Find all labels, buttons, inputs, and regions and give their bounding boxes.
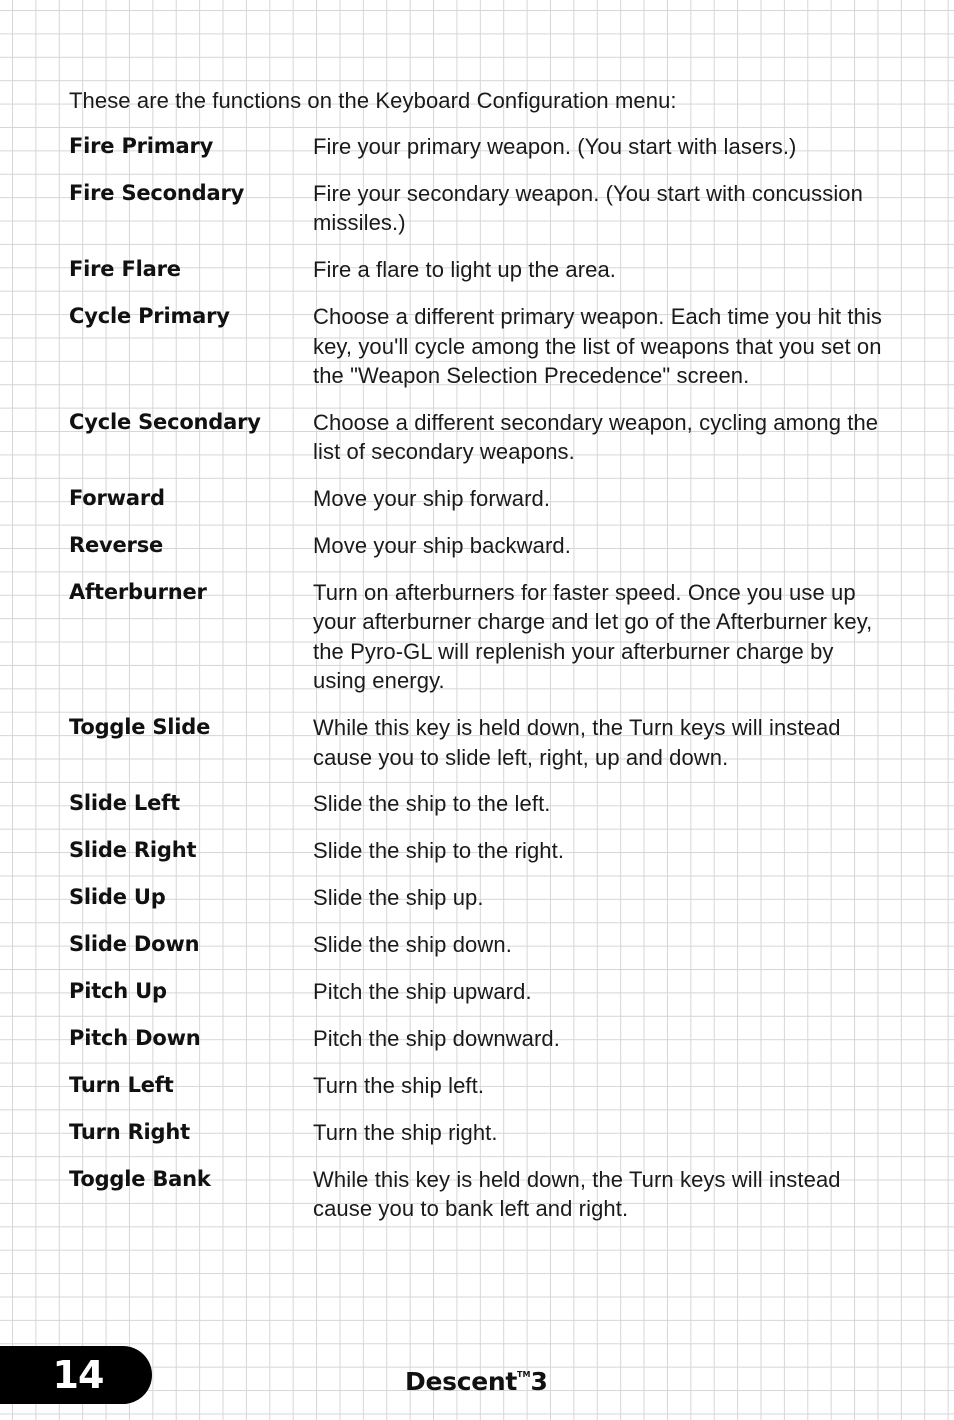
list-item	[69, 179, 889, 238]
function-description: Turn on afterburners for faster speed. Once you use up your afterburner charge and let go of the Afterburner key, the Pyro-GL will replenish your afterburner charge by using energy.	[313, 579, 873, 694]
brand-suffix: 3	[530, 1367, 548, 1396]
function-description: Choose a different secondary weapon, cycling among the list of secondary weapons.	[313, 409, 879, 465]
list-item	[69, 836, 889, 865]
function-description: Pitch the ship upward.	[313, 979, 532, 1005]
function-description: Turn the ship left.	[313, 1072, 485, 1098]
function-description: While this key is held down, the Turn keys will instead cause you to bank left and right.	[313, 1166, 841, 1222]
function-name: Slide Up	[69, 885, 166, 910]
keyboard-function-list	[69, 132, 889, 1241]
function-name: Slide Left	[69, 791, 180, 816]
list-item	[69, 132, 889, 161]
function-description: Turn the ship right.	[313, 1119, 498, 1145]
game-title-footer	[405, 1358, 548, 1399]
function-name: Fire Primary	[69, 134, 214, 158]
list-item	[69, 789, 889, 818]
list-item	[69, 302, 889, 390]
function-description: Move your ship backward.	[313, 533, 571, 559]
function-description: Fire a flare to light up the area.	[313, 257, 617, 283]
function-name: Reverse	[69, 533, 164, 558]
function-name: Turn Right	[69, 1119, 190, 1144]
list-item	[69, 1024, 889, 1053]
brand-name: Descent	[405, 1367, 518, 1396]
page-number: 14	[52, 1353, 104, 1397]
list-item	[69, 1165, 889, 1224]
function-description: Fire your secondary weapon. (You start with concussion missiles.)	[313, 180, 863, 236]
function-name: Fire Flare	[69, 257, 181, 282]
function-name: Fire Secondary	[69, 180, 245, 205]
function-name: Forward	[69, 486, 165, 511]
list-item	[69, 408, 889, 467]
function-description: Move your ship forward.	[313, 486, 551, 512]
function-description: Choose a different primary weapon. Each time you hit this key, you'll cycle among the list of weapons that you set on the "Weapon Selection Precedence" screen.	[313, 304, 883, 388]
function-name: Cycle Primary	[69, 304, 230, 329]
trademark-mark: TM	[517, 1370, 531, 1379]
function-description: Slide the ship up.	[313, 885, 484, 911]
function-description: Slide the ship to the left.	[313, 791, 551, 817]
function-name: Afterburner	[69, 579, 207, 604]
function-name: Turn Left	[69, 1072, 174, 1097]
function-name: Cycle Secondary	[69, 409, 261, 434]
function-name: Pitch Up	[69, 979, 167, 1004]
function-description: Pitch the ship downward.	[313, 1025, 560, 1051]
list-item	[69, 255, 889, 284]
function-description: While this key is held down, the Turn keys will instead cause you to slide left, right, up and down.	[313, 715, 841, 770]
page-number-tab	[0, 1346, 152, 1404]
list-item	[69, 1071, 889, 1100]
list-item	[69, 1118, 889, 1147]
function-name: Slide Right	[69, 838, 197, 863]
intro-text: These are the functions on the Keyboard Configuration menu:	[69, 88, 677, 113]
list-item	[69, 930, 889, 959]
list-item	[69, 977, 889, 1006]
function-name: Slide Down	[69, 932, 200, 957]
function-name: Pitch Down	[69, 1025, 201, 1050]
list-item	[69, 713, 889, 772]
list-item	[69, 578, 889, 696]
function-description: Fire your primary weapon. (You start with lasers.)	[313, 134, 797, 159]
function-name: Toggle Bank	[69, 1166, 211, 1191]
list-item	[69, 883, 889, 912]
function-description: Slide the ship down.	[313, 932, 512, 958]
function-description: Slide the ship to the right.	[313, 838, 565, 864]
list-item	[69, 531, 889, 560]
function-name: Toggle Slide	[69, 715, 211, 740]
list-item	[69, 484, 889, 513]
